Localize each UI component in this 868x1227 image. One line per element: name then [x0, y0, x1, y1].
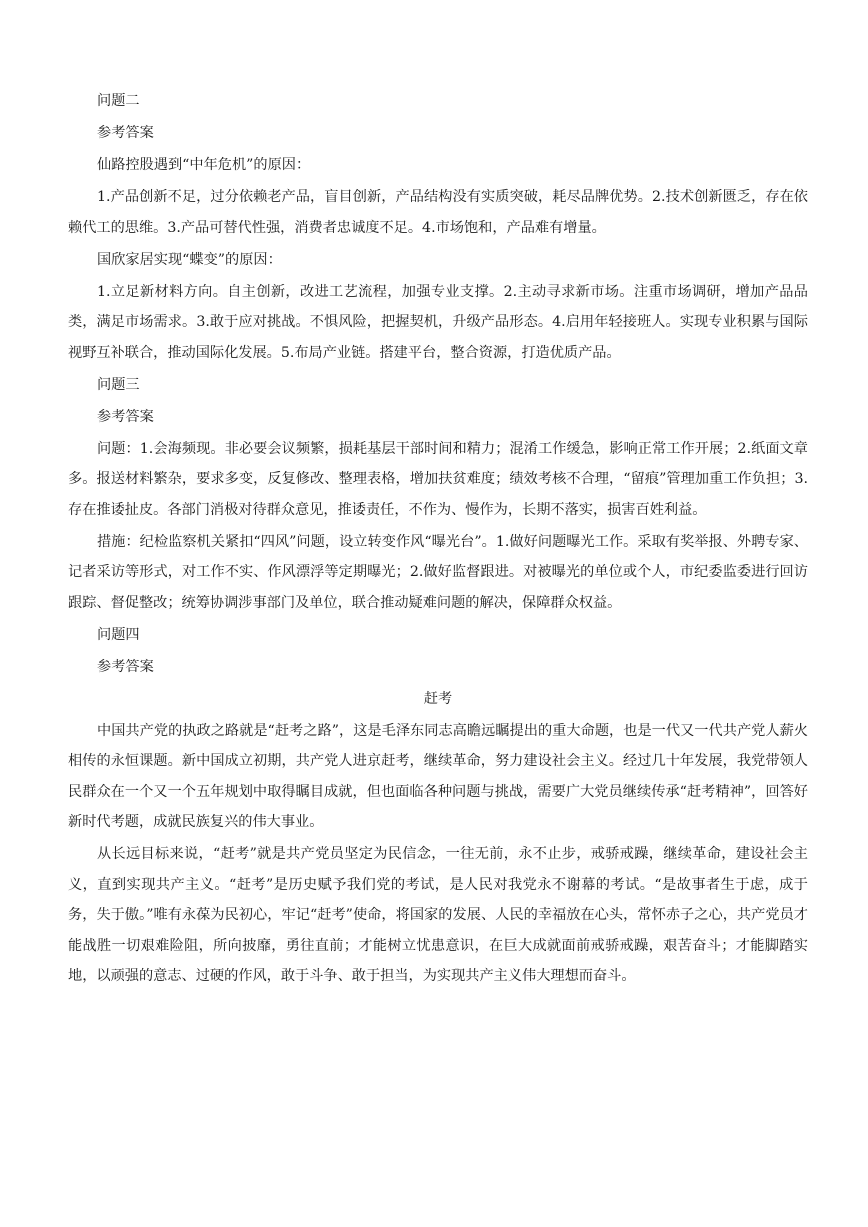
document-page	[68, 86, 808, 993]
answer-label: 参考答案	[97, 658, 154, 675]
section-heading-q2: 问题二	[97, 93, 140, 109]
body-paragraph: 1.产品创新不足，过分依赖老产品，盲目创新，产品结构没有实质突破，耗尽品牌优势。2.技术创新匮乏，存在依赖代工的思维。3.产品可替代性强，消费者忠诚度不足。4.市场饱和，产品难有增量。	[68, 189, 808, 236]
body-paragraph: 问题：1.会海频现。非必要会议频繁，损耗基层干部时间和精力；混淆工作缓急，影响正常工作开展；2.纸面文章多。报送材料繁杂，要求多变，反复修改、整理表格，增加扶贫难度；绩效考核不合理，“留痕”管理加重工作负担；3.存在推诿扯皮。各部门消极对待群众意见，推诿责任，不作为、慢作为，长期不落实，损害百姓利益。	[68, 440, 808, 518]
essay-paragraph: 从长远目标来说，“赶考”就是共产党员坚定为民信念，一往无前，永不止步，戒骄戒躁，继续革命，建设社会主义，直到实现共产主义。“赶考”是历史赋予我们党的考试，是人民对我党永不谢幕的考试。“是故事者生于虑，成于务，失于傲。”唯有永葆为民初心，牢记“赶考”使命，将国家的发展、人民的幸福放在心头，常怀赤子之心，共产党员才能战胜一切艰难险阻，所向披靡，勇往直前；才能树立忧患意识，在巨大成就面前戒骄戒躁，艰苦奋斗；才能脚踏实地，以顽强的意志、过硬的作风，敢于斗争、敢于担当，为实现共产主义伟大理想而奋斗。	[68, 846, 808, 984]
section-heading-q4: 问题四	[97, 626, 140, 643]
essay-paragraph: 中国共产党的执政之路就是“赶考之路”，这是毛泽东同志高瞻远瞩提出的重大命题，也是一代又一代共产党人薪火相传的永恒课题。新中国成立初期，共产党人进京赶考，继续革命，努力建设社会主义。经过几十年发展，我党带领人民群众在一个又一个五年规划中取得瞩目成就，但也面临各种问题与挑战，需要广大党员继续传承“赶考精神”，回答好新时代考题，成就民族复兴的伟大事业。	[68, 722, 808, 830]
body-paragraph: 1.立足新材料方向。自主创新，改进工艺流程，加强专业支撑。2.主动寻求新市场。注重市场调研，增加产品品类，满足市场需求。3.敢于应对挑战。不惧风险，把握契机，升级产品形态。4.启用年轻接班人。实现专业积累与国际视野互补联合，推动国际化发展。5.布局产业链。搭建平台，整合资源，打造优质产品。	[68, 283, 808, 361]
body-paragraph: 仙路控股遇到“中年危机”的原因：	[97, 157, 311, 173]
essay-title: 赶考	[423, 690, 453, 707]
body-paragraph: 措施：纪检监察机关紧扣“四风”问题，设立转变作风“曝光台”。1.做好问题曝光工作。采取有奖举报、外聘专家、记者采访等形式，对工作不实、作风漂浮等定期曝光；2.做好监督跟进。对被曝光的单位或个人，市纪委监委进行回访跟踪、督促整改；统筹协调涉事部门及单位，联合推动疑难问题的解决，保障群众权益。	[68, 533, 808, 611]
section-heading-q3: 问题三	[97, 376, 140, 393]
body-paragraph: 国欣家居实现“蝶变”的原因：	[97, 251, 282, 268]
answer-label: 参考答案	[97, 125, 154, 141]
answer-label: 参考答案	[97, 408, 154, 425]
